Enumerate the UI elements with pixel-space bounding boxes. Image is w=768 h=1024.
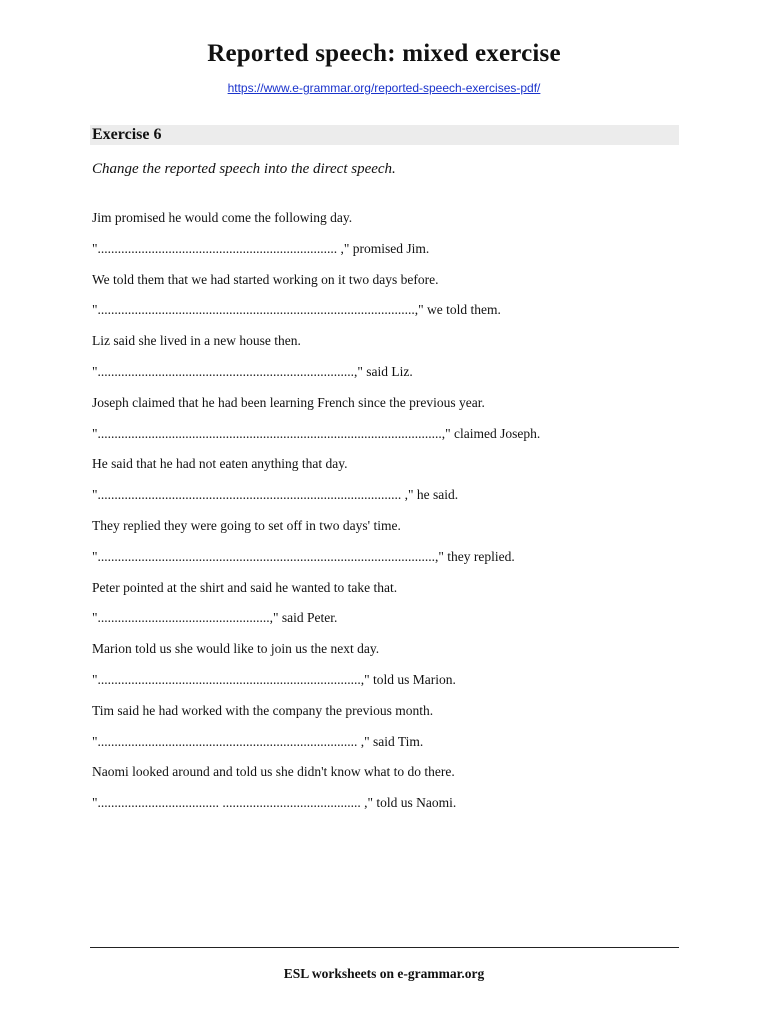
footer-text: ESL worksheets on e-grammar.org bbox=[283, 966, 485, 981]
exercise-item-5 bbox=[92, 455, 682, 517]
reported-sentence: Liz said she lived in a new house then. bbox=[92, 333, 301, 349]
reported-sentence: Naomi looked around and told us she didn't know what to do there. bbox=[92, 764, 455, 780]
exercise-item-1 bbox=[92, 209, 682, 271]
exercise-item-9 bbox=[92, 702, 682, 764]
page-title: Reported speech: mixed exercise bbox=[207, 40, 561, 67]
reported-sentence: Peter pointed at the shirt and said he wanted to take that. bbox=[92, 579, 398, 595]
reported-sentence: He said that he had not eaten anything that day. bbox=[92, 456, 348, 472]
answer-blank: ".......................................................................................... ," he said. bbox=[92, 487, 459, 503]
reported-sentence: They replied they were going to set off in two days' time. bbox=[92, 517, 401, 533]
answer-blank: "....................................................................................................," they replied. bbox=[92, 548, 515, 564]
exercise-instruction: Change the reported speech into the direct speech. bbox=[92, 161, 396, 177]
reported-sentence: We told them that we had started working on it two days before. bbox=[92, 271, 439, 287]
exercise-item-10 bbox=[92, 763, 682, 825]
exercise-item-3 bbox=[92, 332, 682, 394]
footer-divider bbox=[90, 947, 679, 948]
exercise-heading-bar bbox=[90, 125, 679, 145]
reported-sentence: Tim said he had worked with the company the previous month. bbox=[92, 702, 434, 718]
answer-blank: "....................................................................... ," promised Jim. bbox=[92, 240, 430, 256]
answer-blank: "......................................................................................................," claimed Joseph. bbox=[92, 425, 541, 441]
reported-sentence: Jim promised he would come the following day. bbox=[92, 210, 353, 225]
exercise-item-6 bbox=[92, 517, 682, 579]
answer-blank: "..............................................................................................," we told them. bbox=[92, 302, 501, 318]
answer-blank: "............................................................................. ," said Tim. bbox=[92, 733, 424, 749]
exercise-items bbox=[92, 209, 682, 825]
answer-blank: "............................................................................," said Liz. bbox=[92, 363, 413, 379]
exercise-item-8 bbox=[92, 640, 682, 702]
exercise-item-2 bbox=[92, 271, 682, 333]
source-link[interactable]: https://www.e-grammar.org/reported-speech-exercises-pdf/ bbox=[227, 81, 541, 95]
reported-sentence: Marion told us she would like to join us the next day. bbox=[92, 641, 380, 657]
reported-sentence: Joseph claimed that he had been learning French since the previous year. bbox=[92, 394, 485, 410]
answer-blank: "...................................................," said Peter. bbox=[92, 610, 338, 626]
answer-blank: "..............................................................................," told us Marion. bbox=[92, 671, 456, 687]
exercise-heading: Exercise 6 bbox=[92, 126, 162, 143]
answer-blank: ".................................... ......................................... ," told us Naomi. bbox=[92, 795, 457, 811]
exercise-item-7 bbox=[92, 579, 682, 641]
exercise-item-4 bbox=[92, 394, 682, 456]
